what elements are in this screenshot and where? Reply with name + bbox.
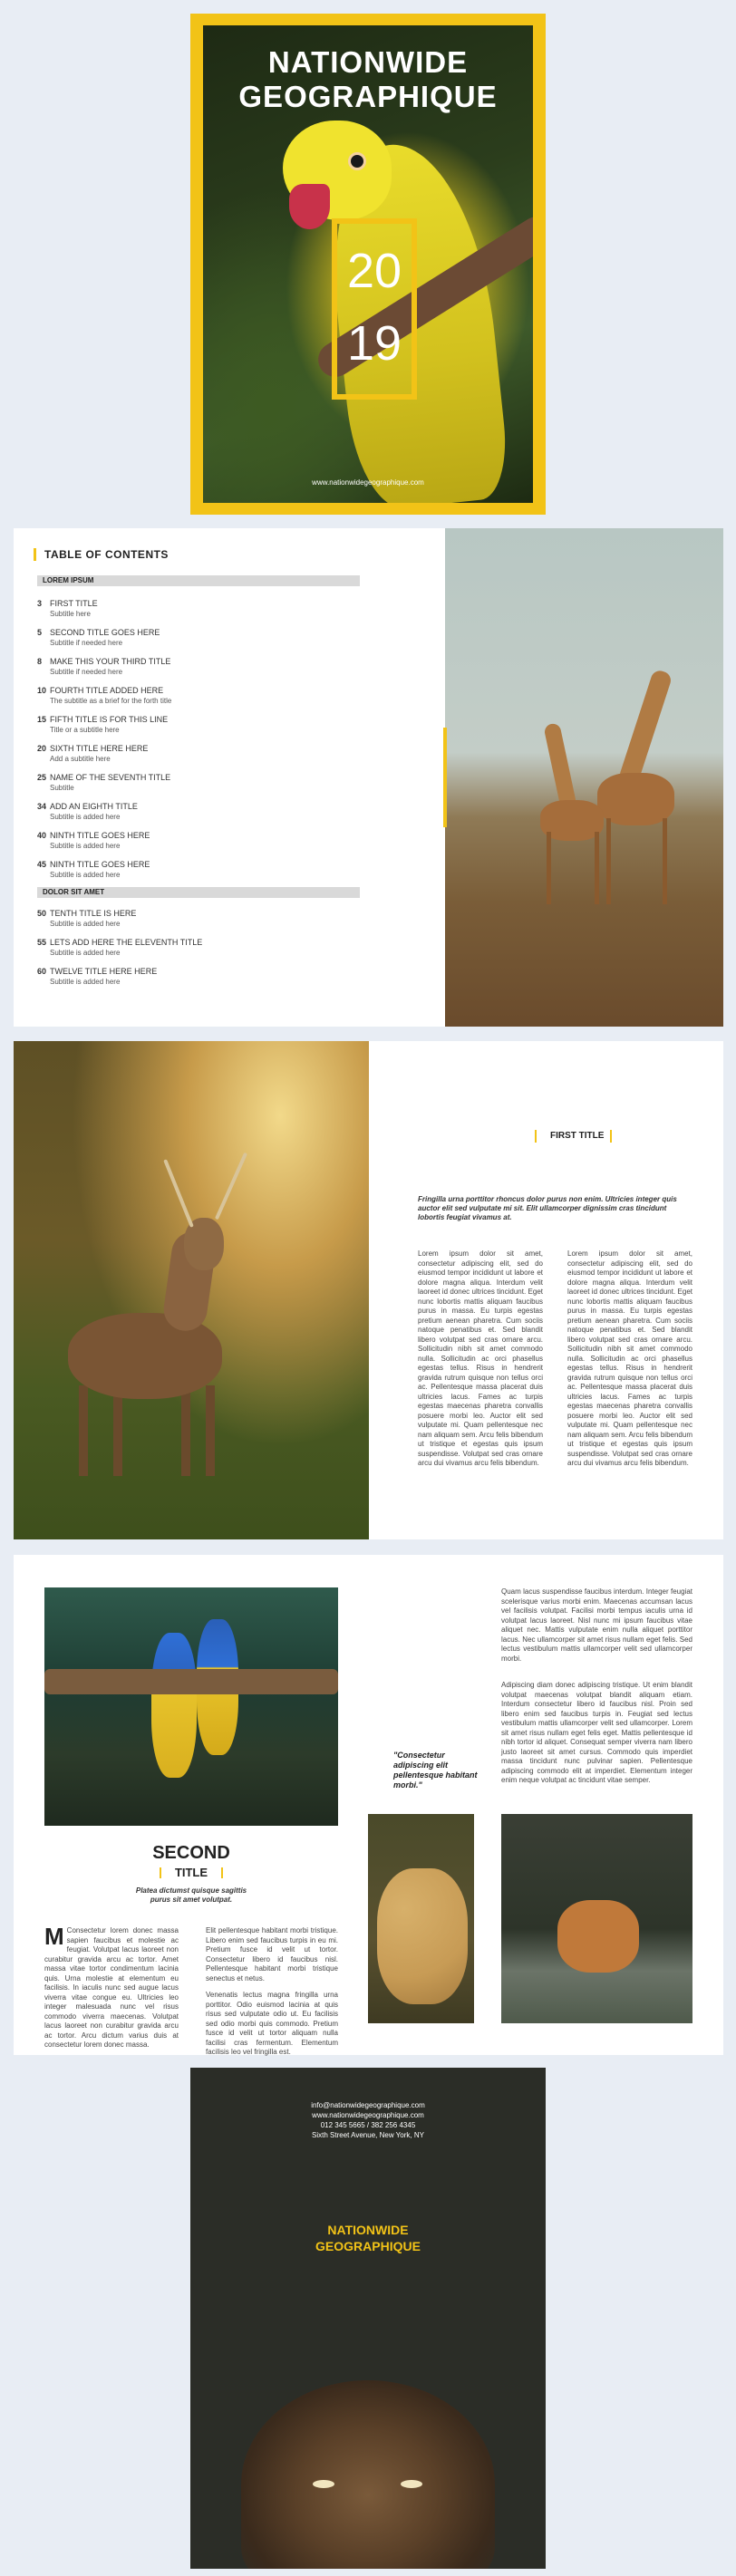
second-column-2b-text: Venenatis lectus magna fringilla urna porttitor. Odio euismod lacinia at quis risus sed vulputate odio ut. Eu facilisis sed odio morbi quis commodo. Pretium fusce id velit ut tortor aliquam nulla facilisi cras fermentum. Elementum facilisis leo vel fringilla est.	[206, 1991, 338, 2056]
toc-entry-number: 20	[37, 744, 47, 753]
toc-entry-subtitle: Subtitle here	[50, 610, 91, 618]
title-bar-right	[610, 1130, 612, 1143]
second-title: SECOND	[152, 1843, 230, 1863]
lion-eye	[401, 2480, 422, 2488]
perch-shape	[44, 1669, 338, 1694]
giraffe-leg	[606, 818, 611, 904]
toc-entry-number: 34	[37, 802, 47, 811]
toc-entry-title: NAME OF THE SEVENTH TITLE	[50, 773, 171, 782]
article-lead: Fringilla urna porttitor rhoncus dolor purus non enim. Ultricies integer quis auctor elit sed vulputate mi sit. Elit ullamcorper dignissim cras tincidunt lobortis feugiat vivamus at.	[418, 1195, 677, 1221]
first-title: FIRST TITLE	[550, 1131, 605, 1141]
second-tagline: Platea dictumst quisque sagittis purus sit amet volutpat.	[135, 1886, 247, 1904]
toc-entry-subtitle: Subtitle is added here	[50, 920, 121, 928]
tiger-shape	[557, 1900, 639, 1973]
dropcap: M	[44, 1923, 64, 1950]
second-subtitle-row	[14, 1865, 369, 1881]
toc-entry-title: FIRST TITLE	[50, 599, 98, 608]
second-column-1-text: Consectetur lorem donec massa sapien faucibus et molestie ac feugiat. Volutpat lacus laoreet non curabitur gravida arcu ac tortor. Amet massa vitae tortor condimentum lacinia quis. Urna molestie at elementum eu facilisis. In iaculis nunc sed augue lacus viverra vitae congue eu. Ultricies leo integer malesuada nunc vel risus commodo viverra maecenas. Volutpat lacus laoreet non curabitur gravida arcu ac tortor. Arcu dictum varius duis at consectetur lorem donec massa.	[44, 1926, 179, 2049]
back-cover	[190, 2068, 546, 2569]
toc-entry-title: TWELVE TITLE HERE HERE	[50, 967, 158, 976]
cover-title-line2: GEOGRAPHIQUE	[238, 80, 498, 113]
back-address: Sixth Street Avenue, New York, NY	[312, 2131, 424, 2139]
toc-entry-number: 60	[37, 967, 47, 976]
second-column-2-text: Elit pellentesque habitant morbi tristique. Libero enim sed faucibus turpis in eu mi. Pretium fusce id velit ut tortor. Consectetur libero id faucibus nisl. Pellentesque habitant morbi tristique senectus et netus.	[206, 1926, 338, 1983]
toc-entry-number: 25	[37, 773, 47, 782]
toc-entry-subtitle: Subtitle is added here	[50, 842, 121, 850]
toc-entry-number: 55	[37, 938, 47, 947]
cheetah-photo	[368, 1814, 474, 2023]
cover-title	[203, 45, 533, 114]
macaw-photo	[44, 1587, 338, 1826]
back-email: info@nationwidegeographique.com	[311, 2101, 425, 2109]
giraffe-leg	[547, 832, 551, 904]
toc-entry-number: 40	[37, 831, 47, 840]
article-column-2: Lorem ipsum dolor sit amet, consectetur adipiscing elit, sed do eiusmod tempor incididunt ut labore et dolore magna aliqua. Interdum velit laoreet id donec ultrices tincidunt. Eget nunc lobortis mattis aliquam faucibus purus in massa. Eu turpis egestas pretium aenean pharetra. Cum sociis natoque penatibus et. Sed blandit libero volutpat sed cras ornare arcu. Sollicitudin nibh sit amet commodo nulla. Sollicitudin ac orci phasellus egestas tellus. Risus in hendrerit gravida rutrum quisque non tellus orci ac. Pellentesque massa placerat duis ultricies lacus. Fames ac turpis egestas maecenas pharetra convallis posuere morbi leo. Auctor elit sed vulputate mi. Quam pellentesque nec nam aliquam sem. Arcu felis bibendum ut tristique et egestas quis ipsum suspendisse. Volutpat sed cras ornare arcu dui vivamus arcu felis bibendum.	[567, 1249, 692, 1467]
subtitle-bar-right	[221, 1867, 223, 1878]
toc-entry-subtitle: Subtitle is added here	[50, 871, 121, 879]
second-title-block	[14, 1843, 369, 1905]
toc-entry-title: TENTH TITLE IS HERE	[50, 909, 137, 918]
back-title-line2: GEOGRAPHIQUE	[315, 2239, 421, 2253]
cover-url: www.nationwidegeographique.com	[312, 478, 424, 487]
back-phone: 012 345 5665 / 382 256 4345	[320, 2121, 416, 2129]
toc-section-2: DOLOR SIT AMET	[37, 887, 360, 898]
toc-entry-title: MAKE THIS YOUR THIRD TITLE	[50, 657, 171, 666]
toc-entry-number: 15	[37, 715, 47, 724]
toc-entry-subtitle: Subtitle is added here	[50, 813, 121, 821]
cover-title-line1: NATIONWIDE	[267, 45, 469, 79]
tiger-photo	[501, 1814, 692, 2023]
right-paragraph-1: Quam lacus suspendisse faucibus interdum. Integer feugiat scelerisque varius morbi enim. Maecenas accumsan lacus vel facilisis volutpat. Facilisi morbi tempus iaculis urna id volutpat lacus laoreet. Nisl nunc mi ipsum faucibus vitae aliquet nec. Mattis vulputate enim nulla aliquet porttitor lacus. Nec ullamcorper sit amet risus nullam eget felis. Sed lectus vestibulum mattis ullamcorper velit sed ullamcorper morbi.	[501, 1587, 692, 1663]
back-url: www.nationwidegeographique.com	[312, 2111, 424, 2119]
parrot-eye-shape	[348, 152, 366, 170]
giraffe-neck-shape	[617, 669, 673, 786]
parrot-beak-shape	[289, 184, 330, 229]
cheetah-shape	[377, 1868, 468, 2004]
toc-entry-number: 8	[37, 657, 43, 666]
toc-entry-subtitle: The subtitle as a brief for the forth title	[50, 697, 172, 705]
deer-leg	[181, 1385, 190, 1476]
macaw-blue-yellow	[151, 1633, 197, 1778]
toc-spread	[14, 528, 723, 1027]
subtitle-bar-left	[160, 1867, 161, 1878]
toc-entry-number: 45	[37, 860, 47, 869]
year-top: 20	[346, 244, 402, 298]
toc-entry-title: SIXTH TITLE HERE HERE	[50, 744, 149, 753]
giraffe-neck-shape	[543, 722, 576, 810]
deer-leg	[206, 1385, 215, 1476]
toc-entry-title: NINTH TITLE GOES HERE	[50, 860, 150, 869]
toc-entry-number: 5	[37, 628, 43, 637]
toc-entry-title: ADD AN EIGHTH TITLE	[50, 802, 138, 811]
toc-entry-title: FIFTH TITLE IS FOR THIS LINE	[50, 715, 169, 724]
year-bottom: 19	[346, 316, 402, 371]
toc-entry-subtitle: Subtitle if needed here	[50, 639, 123, 647]
lion-photo	[241, 2380, 495, 2569]
second-article-spread	[14, 1555, 723, 2055]
toc-entry-subtitle: Title or a subtitle here	[50, 726, 120, 734]
deer-photo	[14, 1041, 369, 1539]
deer-leg	[79, 1385, 88, 1476]
first-article-spread	[14, 1041, 723, 1539]
toc-entry-subtitle: Add a subtitle here	[50, 755, 111, 763]
back-contact-block	[190, 2100, 546, 2140]
cover-parrot-photo	[203, 25, 533, 503]
lion-eye	[313, 2480, 334, 2488]
toc-entry-title: NINTH TITLE GOES HERE	[50, 831, 150, 840]
toc-heading: TABLE OF CONTENTS	[44, 548, 169, 561]
giraffe-leg	[595, 832, 599, 904]
right-paragraph-2: Adipiscing diam donec adipiscing tristique. Ut enim blandit volutpat maecenas volutpat blandit aliquam etiam. Interdum consectetur libero id faucibus nisl. Proin sed libero enim sed faucibus turpis in. Feugiat sed lectus vestibulum mattis ullamcorper velit sed ullamcorper. Lorem sit amet risus nullam eget felis eget. Mattis pellentesque id nibh tortor id aliquet. Consequat semper viverra nam libero justo laoreet sit amet cursus. Commodo quis imperdiet massa tincidunt nunc pulvinar sapien. Pellentesque adipiscing commodo elit at imperdiet. Elementum integer enim neque volutpat ac tincidunt vitae semper.	[501, 1681, 692, 1784]
giraffe-photo	[445, 528, 723, 1027]
article-column-1: Lorem ipsum dolor sit amet, consectetur adipiscing elit, sed do eiusmod tempor incididunt ut labore et dolore magna aliqua. Interdum velit laoreet id donec ultrices tincidunt. Eget nunc lobortis mattis aliquam faucibus purus in massa. Eu turpis egestas pretium aenean pharetra. Cum sociis natoque penatibus et. Sed blandit libero volutpat sed cras ornare arcu. Sollicitudin nibh sit amet commodo nulla. Sollicitudin ac orci phasellus egestas tellus. Risus in hendrerit gravida rutrum quisque non tellus orci ac. Pellentesque massa placerat duis ultricies lacus. Fames ac turpis egestas maecenas pharetra convallis posuere morbi leo. Auctor elit sed vulputate mi. Quam pellentesque nec nam aliquam sem. Arcu felis bibendum ut tristique et egestas quis ipsum suspendisse. Volutpat sed cras ornare arcu dui vivamus arcu felis bibendum.	[418, 1249, 543, 1467]
giraffe-leg	[663, 818, 667, 904]
toc-heading-accent	[34, 548, 36, 561]
toc-entry-subtitle: Subtitle is added here	[50, 949, 121, 957]
toc-entry-title: FOURTH TITLE ADDED HERE	[50, 686, 164, 695]
toc-entry-title: LETS ADD HERE THE ELEVENTH TITLE	[50, 938, 203, 947]
second-column-2	[206, 1926, 338, 2058]
yellow-tab	[443, 728, 447, 827]
deer-antler	[163, 1159, 194, 1228]
toc-entry-subtitle: Subtitle if needed here	[50, 668, 123, 676]
toc-entry-title: SECOND TITLE GOES HERE	[50, 628, 160, 637]
toc-entry-number: 3	[37, 599, 43, 608]
title-bar-left	[535, 1130, 537, 1143]
year-box	[332, 218, 417, 400]
deer-leg	[113, 1385, 122, 1476]
deer-antler	[215, 1153, 247, 1220]
pull-quote: "Consectetur adipiscing elit pellentesque habitant morbi."	[393, 1751, 478, 1790]
second-column-1	[44, 1923, 179, 2050]
back-title	[190, 2222, 546, 2254]
toc-entry-number: 10	[37, 686, 47, 695]
toc-section-1: LOREM IPSUM	[37, 575, 360, 586]
second-subtitle: TITLE	[174, 1866, 208, 1880]
toc-entry-subtitle: Subtitle	[50, 784, 74, 792]
back-title-line1: NATIONWIDE	[327, 2223, 409, 2237]
front-cover	[190, 14, 546, 515]
toc-entry-subtitle: Subtitle is added here	[50, 978, 121, 986]
toc-entry-number: 50	[37, 909, 47, 918]
